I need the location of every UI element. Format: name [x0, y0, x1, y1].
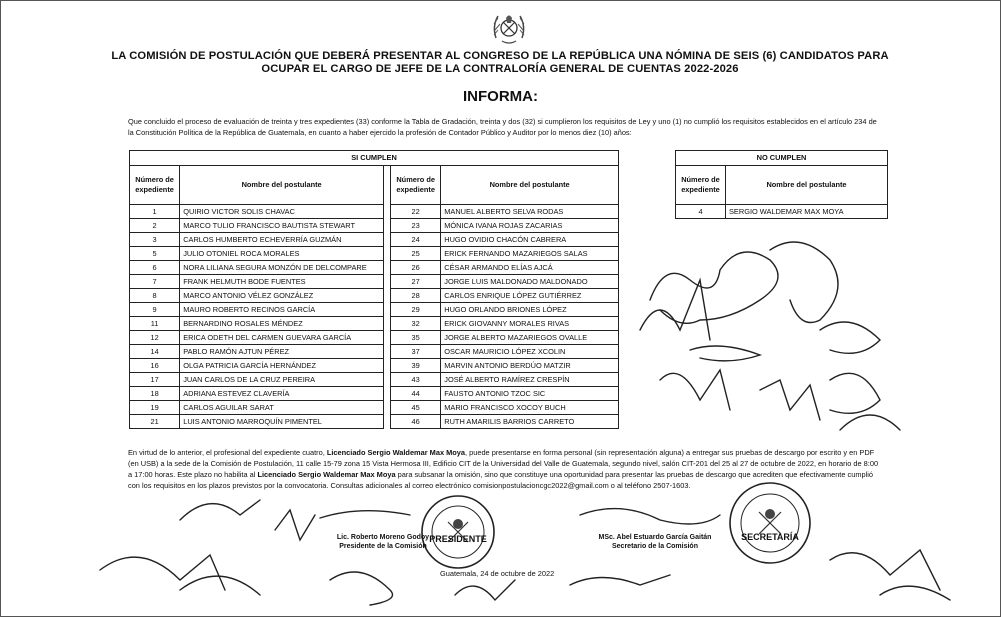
- table-gap: [384, 415, 391, 429]
- expediente-number: 17: [130, 373, 180, 387]
- postulante-name: JORGE ALBERTO MAZARIEGOS OVALLE: [441, 331, 619, 345]
- table-row: [130, 387, 619, 401]
- expediente-number: 11: [130, 317, 180, 331]
- table-gap: [384, 401, 391, 415]
- table-row: [676, 205, 888, 219]
- expediente-number: 9: [130, 303, 180, 317]
- postulante-name: JOSÉ ALBERTO RAMÍREZ CRESPÍN: [441, 373, 619, 387]
- postulante-name: PABLO RAMÓN AJTUN PÉREZ: [180, 345, 384, 359]
- title-line-1: LA COMISIÓN DE POSTULACIÓN QUE DEBERÁ PRESENTAR AL CONGRESO DE LA REPÚBLICA UNA NÓMINA DE SEIS (6) CANDIDATOS PARA: [111, 50, 889, 62]
- table-gap: [384, 387, 391, 401]
- table-gap: [384, 303, 391, 317]
- expediente-number: 29: [391, 303, 441, 317]
- table-row: [130, 247, 619, 261]
- postulante-name: ERICK FERNANDO MAZARIEGOS SALAS: [441, 247, 619, 261]
- col-header-num-right: Número de expediente: [391, 166, 441, 205]
- expediente-number: 6: [130, 261, 180, 275]
- expediente-number: 22: [391, 205, 441, 219]
- expediente-number: 3: [130, 233, 180, 247]
- postulante-name: BERNARDINO ROSALES MÉNDEZ: [180, 317, 384, 331]
- secretary-signature-block: [575, 533, 735, 551]
- president-stamp-label: PRESIDENTE: [429, 534, 487, 544]
- postulante-name: FRANK HELMUTH BODE FUENTES: [180, 275, 384, 289]
- postulante-name: OLGA PATRICIA GARCÍA HERNÁNDEZ: [180, 359, 384, 373]
- postulante-name: RUTH AMARILIS BARRIOS CARRETO: [441, 415, 619, 429]
- title-line-2: OCUPAR EL CARGO DE JEFE DE LA CONTRALORÍA GENERAL DE CUENTAS 2022-2026: [261, 63, 739, 75]
- table-row: [130, 233, 619, 247]
- expediente-number: 5: [130, 247, 180, 261]
- document-date: Guatemala, 24 de octubre de 2022: [440, 569, 555, 578]
- no-cumplen-label: NO CUMPLEN: [676, 151, 888, 166]
- postulante-name: MARVIN ANTONIO BERDÚO MATZIR: [441, 359, 619, 373]
- si-cumplen-label: SI CUMPLEN: [130, 151, 619, 166]
- table-gap: [384, 166, 391, 205]
- postulante-name: SERGIO WALDEMAR MAX MOYA: [726, 205, 888, 219]
- col-header-name-right: Nombre del postulante: [441, 166, 619, 205]
- expediente-number: 37: [391, 345, 441, 359]
- expediente-number: 18: [130, 387, 180, 401]
- postulante-name: HUGO OVIDIO CHACÓN CABRERA: [441, 233, 619, 247]
- footer-text-1: En virtud de lo anterior, el profesional del expediente cuatro,: [128, 448, 327, 457]
- guatemala-emblem-icon: [488, 8, 530, 50]
- expediente-number: 39: [391, 359, 441, 373]
- expediente-number: 12: [130, 331, 180, 345]
- expediente-number: 4: [676, 205, 726, 219]
- col-header-num-no: Número de expediente: [676, 166, 726, 205]
- table-row: [130, 289, 619, 303]
- table-gap: [384, 205, 391, 219]
- expediente-number: 32: [391, 317, 441, 331]
- expediente-number: 35: [391, 331, 441, 345]
- postulante-name: CARLOS ENRIQUE LÓPEZ GUTIÉRREZ: [441, 289, 619, 303]
- table-gap: [384, 317, 391, 331]
- expediente-number: 45: [391, 401, 441, 415]
- postulante-name: OSCAR MAURICIO LÓPEZ XCOLIN: [441, 345, 619, 359]
- expediente-number: 7: [130, 275, 180, 289]
- table-row: [130, 303, 619, 317]
- president-stamp: [418, 492, 498, 572]
- postulante-name: HUGO ORLANDO BRIONES LÓPEZ: [441, 303, 619, 317]
- table-row: [130, 415, 619, 429]
- expediente-number: 46: [391, 415, 441, 429]
- postulante-name: MARCO ANTONIO VÉLEZ GONZÁLEZ: [180, 289, 384, 303]
- table-row: [130, 261, 619, 275]
- expediente-number: 44: [391, 387, 441, 401]
- footer-text-2: , puede presentarse en forma personal (sin representación alguna) a entregar sus pruebas de descargo por escrito y en PDF (en USB) a la sede de la Comisión de Postulación, 11 calle 15-79 zona 15 Vista Hermosa III, Edificio CIT de la Universidad del Valle de Guatemala, segundo nivel, salón CIT-201 del 25 al 27 de octubre de 2022, en horario de 8:00 a 17:00 horas. Este plazo no habilita al: [128, 448, 879, 479]
- secretary-name: MSc. Abel Estuardo García Gaitán: [598, 534, 712, 541]
- expediente-number: 26: [391, 261, 441, 275]
- table-gap: [384, 275, 391, 289]
- si-cumplen-table: [129, 150, 619, 429]
- postulante-name: LUIS ANTONIO MARROQUÍN PIMENTEL: [180, 415, 384, 429]
- postulante-name: NORA LILIANA SEGURA MONZÓN DE DELCOMPARE: [180, 261, 384, 275]
- expediente-number: 27: [391, 275, 441, 289]
- table-row: [130, 205, 619, 219]
- expediente-number: 43: [391, 373, 441, 387]
- expediente-number: 16: [130, 359, 180, 373]
- table-row: [130, 275, 619, 289]
- table-gap: [384, 233, 391, 247]
- table-gap: [384, 359, 391, 373]
- table-gap: [384, 247, 391, 261]
- expediente-number: 23: [391, 219, 441, 233]
- informa-heading: INFORMA:: [463, 88, 538, 105]
- postulante-name: MÓNICA IVANA ROJAS ZACARIAS: [441, 219, 619, 233]
- table-gap: [384, 373, 391, 387]
- footer-bold-2: Licenciado Sergio Waldemar Max Moya: [257, 470, 396, 479]
- president-role: Presidente de la Comisión: [339, 543, 427, 550]
- secretary-stamp-label: SECRETARÍA: [741, 532, 799, 542]
- document-title: [60, 50, 940, 76]
- postulante-name: CÉSAR ARMANDO ELÍAS AJCÁ: [441, 261, 619, 275]
- expediente-number: 14: [130, 345, 180, 359]
- col-header-num-left: Número de expediente: [130, 166, 180, 205]
- table-gap: [384, 219, 391, 233]
- table-gap: [384, 289, 391, 303]
- secretary-role: Secretario de la Comisión: [612, 543, 698, 550]
- table-row: [130, 401, 619, 415]
- postulante-name: JUAN CARLOS DE LA CRUZ PEREIRA: [180, 373, 384, 387]
- table-gap: [384, 331, 391, 345]
- expediente-number: 8: [130, 289, 180, 303]
- expediente-number: 24: [391, 233, 441, 247]
- table-gap: [384, 345, 391, 359]
- president-signature-block: [313, 533, 453, 551]
- president-name: Lic. Roberto Moreno Godoy: [336, 534, 430, 541]
- postulante-name: CARLOS HUMBERTO ECHEVERRÍA GUZMÁN: [180, 233, 384, 247]
- table-row: [130, 345, 619, 359]
- table-gap: [384, 261, 391, 275]
- postulante-name: ERICA ODETH DEL CARMEN GUEVARA GARCÍA: [180, 331, 384, 345]
- table-row: [130, 359, 619, 373]
- expediente-number: 28: [391, 289, 441, 303]
- col-header-name-left: Nombre del postulante: [180, 166, 384, 205]
- postulante-name: CARLOS AGUILAR SARAT: [180, 401, 384, 415]
- table-row: [130, 317, 619, 331]
- postulante-name: ADRIANA ESTEVEZ CLAVERÍA: [180, 387, 384, 401]
- table-row: [130, 331, 619, 345]
- expediente-number: 25: [391, 247, 441, 261]
- postulante-name: ERICK GIOVANNY MORALES RIVAS: [441, 317, 619, 331]
- postulante-name: MARCO TULIO FRANCISCO BAUTISTA STEWART: [180, 219, 384, 233]
- postulante-name: MAURO ROBERTO RECINOS GARCÍA: [180, 303, 384, 317]
- expediente-number: 19: [130, 401, 180, 415]
- col-header-name-no: Nombre del postulante: [726, 166, 888, 205]
- postulante-name: JULIO OTONIEL ROCA MORALES: [180, 247, 384, 261]
- expediente-number: 2: [130, 219, 180, 233]
- no-cumplen-table: [675, 150, 888, 219]
- footer-bold-1: Licenciado Sergio Waldemar Max Moya: [326, 448, 465, 457]
- postulante-name: MANUEL ALBERTO SELVA RODAS: [441, 205, 619, 219]
- intro-paragraph: Que concluido el proceso de evaluación de treinta y tres expedientes (33) conforme la Tabla de Gradación, treinta y dos (32) si cumplieron los requisitos de Ley y uno (1) no cumplió los requisitos establecidos en el artículo 234 de la Constitución Política de la República de Guatemala, en cuanto a haber ejercido la profesión de Contador Público y Auditor por lo menos diez (10) años:: [128, 117, 877, 137]
- postulante-name: JORGE LUIS MALDONADO MALDONADO: [441, 275, 619, 289]
- table-row: [130, 373, 619, 387]
- footer-text-3: para subsanar la omisión, sino que constituye una oportunidad para presentar las pruebas de descargo que acrediten que efectivamente cumplió con los requisitos en los plazos previstos por la convocatoria. Consultas adicionales al correo electrónico comisionpostulacioncgc2022@gmail.com o al teléfono 2507-1603.: [128, 470, 873, 490]
- expediente-number: 1: [130, 205, 180, 219]
- table-row: [130, 219, 619, 233]
- postulante-name: QUIRIO VICTOR SOLIS CHAVAC: [180, 205, 384, 219]
- postulante-name: MARIO FRANCISCO XOCOY BUCH: [441, 401, 619, 415]
- postulante-name: FAUSTO ANTONIO TZOC SIC: [441, 387, 619, 401]
- expediente-number: 21: [130, 415, 180, 429]
- secretary-stamp: [725, 478, 815, 568]
